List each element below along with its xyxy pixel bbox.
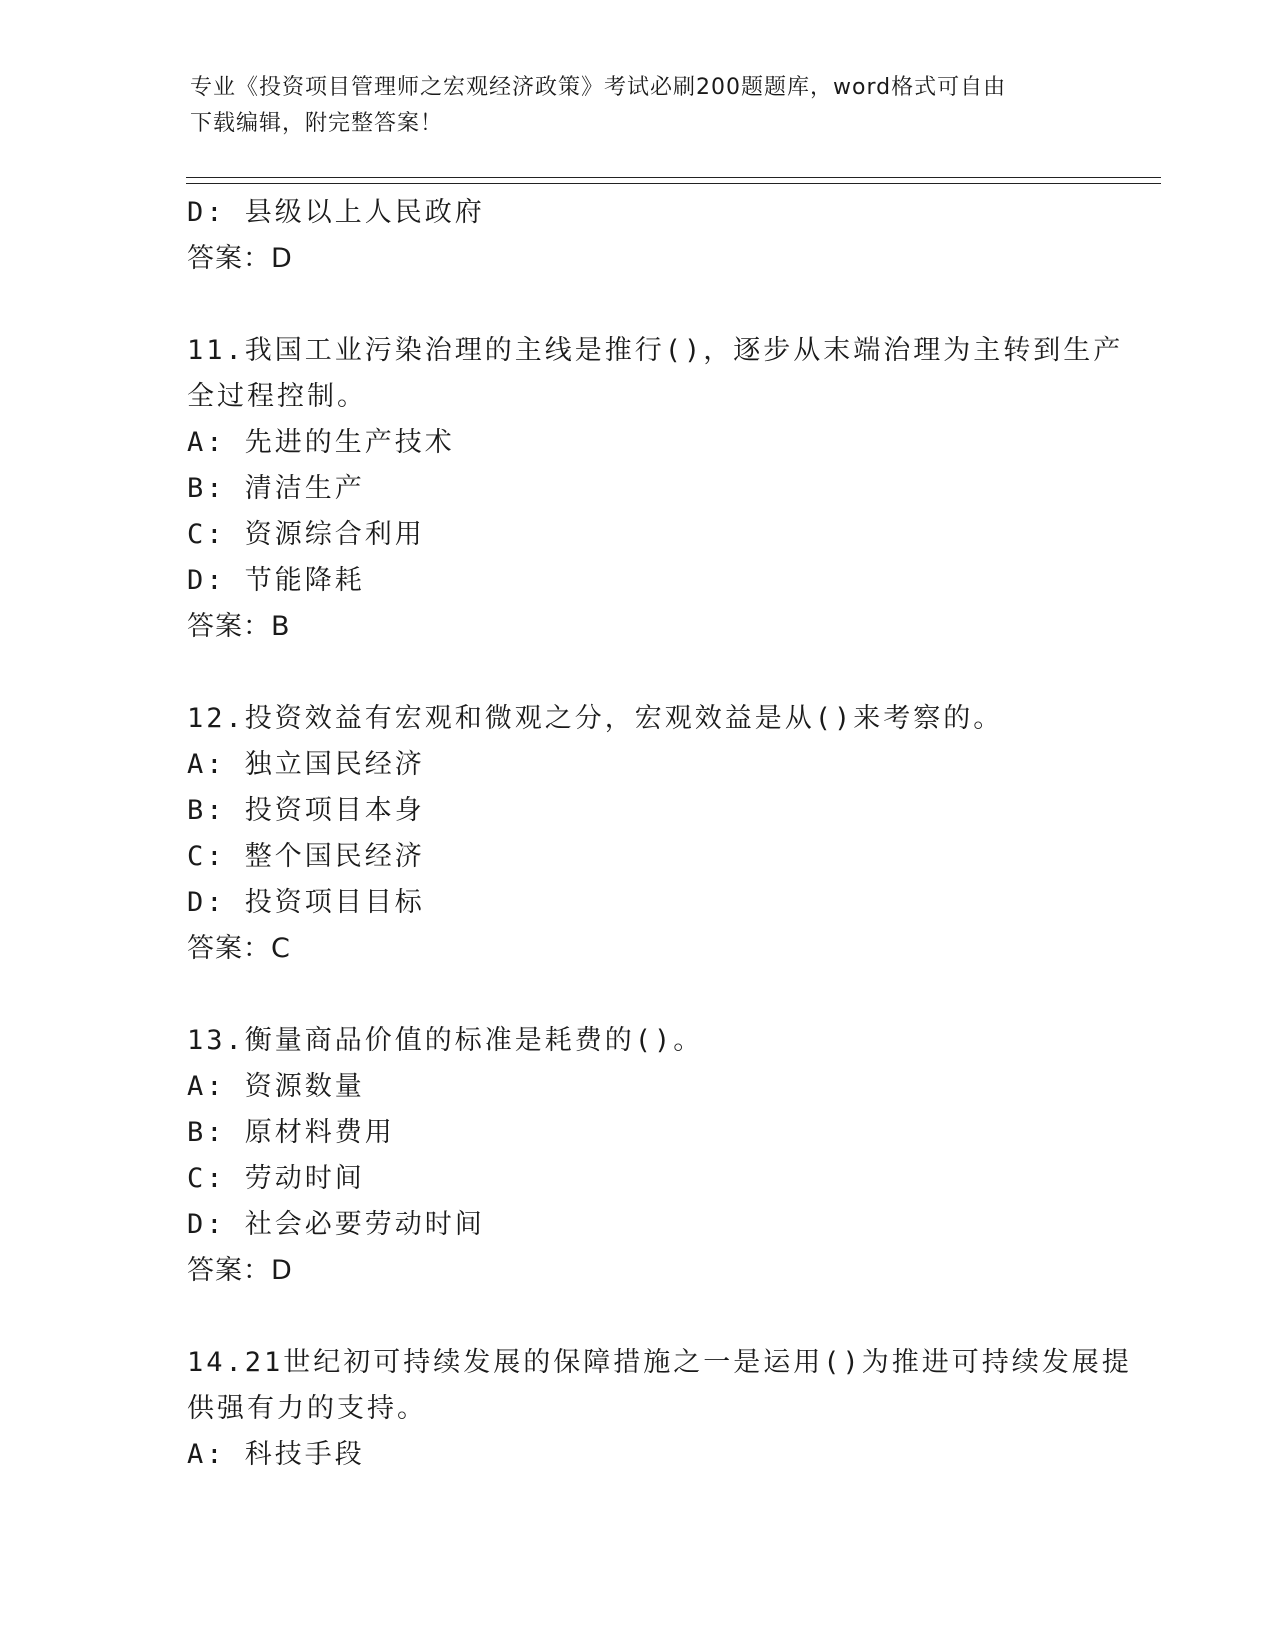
question-14 [187,1340,1132,1478]
header-line-1: 专业《投资项目管理师之宏观经济政策》考试必刷200题题库，word格式可自由 [190,75,1007,100]
option-d: D: 县级以上人民政府 [187,197,485,228]
option-a: A: 资源数量 [187,1071,365,1102]
header-divider-bottom [186,183,1161,184]
header-line-2: 下载编辑，附完整答案！ [190,111,444,136]
question-stem: 14.21世纪初可持续发展的保障措施之一是运用()为推进可持续发展提 [187,1347,1132,1378]
question-11 [187,328,1124,650]
answer: 答案：C [187,933,291,964]
answer: 答案：D [187,1255,293,1286]
option-a: A: 独立国民经济 [187,749,425,780]
question-10 [187,190,1107,282]
header-divider-top [186,177,1161,178]
answer: 答案：B [187,611,291,642]
answer: 答案：D [187,243,293,274]
question-stem: 13.衡量商品价值的标准是耗费的()。 [187,1025,704,1056]
option-c: C: 整个国民经济 [187,841,425,872]
question-stem: 11.我国工业污染治理的主线是推行()，逐步从末端治理为主转到生产 [187,335,1124,366]
option-a: A: 先进的生产技术 [187,427,455,458]
option-a: A: 科技手段 [187,1439,365,1470]
option-b: B: 投资项目本身 [187,795,425,826]
option-d: D: 投资项目目标 [187,887,425,918]
question-stem: 供强有力的支持。 [187,1393,427,1424]
document-header [190,70,1090,142]
option-d: D: 节能降耗 [187,565,365,596]
option-c: C: 资源综合利用 [187,519,425,550]
option-b: B: 原材料费用 [187,1117,395,1148]
question-12 [187,696,1107,972]
option-d: D: 社会必要劳动时间 [187,1209,485,1240]
question-stem: 全过程控制。 [187,381,367,412]
question-stem: 12.投资效益有宏观和微观之分，宏观效益是从()来考察的。 [187,703,1004,734]
question-13 [187,1018,1107,1294]
option-b: B: 清洁生产 [187,473,365,504]
question-list [187,190,1132,1478]
option-c: C: 劳动时间 [187,1163,365,1194]
